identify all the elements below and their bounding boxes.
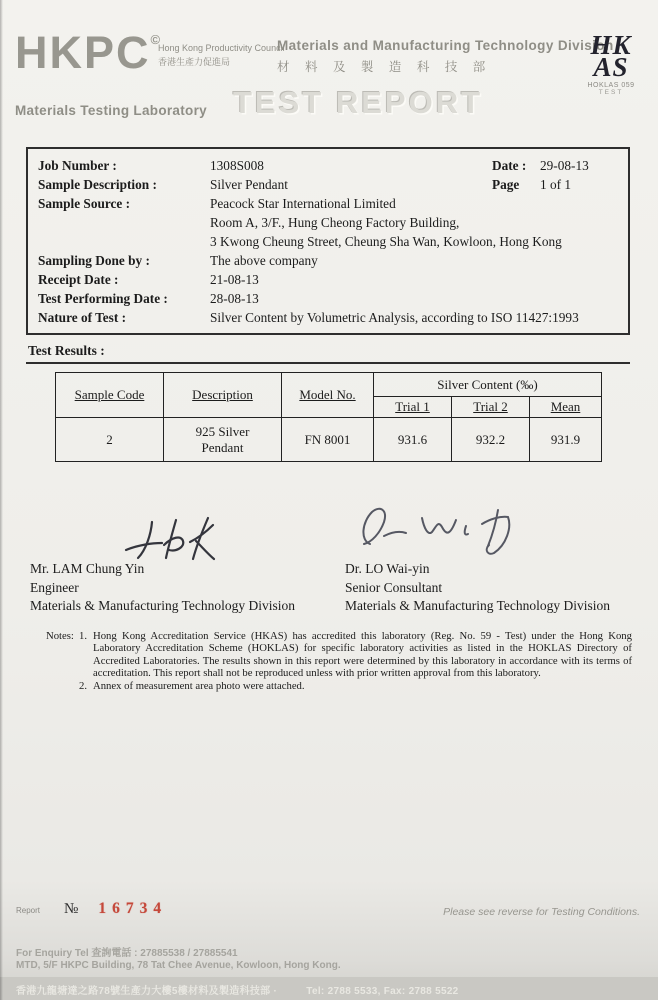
field-value: Room A, 3/F., Hung Cheong Factory Building,: [210, 215, 460, 230]
cell-description: [164, 418, 282, 462]
field-label: Job Number :: [38, 158, 117, 173]
signatory-division: Materials & Manufacturing Technology Division: [345, 598, 611, 613]
report-number-block: [16, 900, 167, 918]
field-label-spacer: [38, 232, 210, 251]
footer-address-en: MTD, 5/F HKPC Building, 78 Tat Chee Avenue, Kowloon, Hong Kong.: [16, 960, 341, 971]
report-label: Report: [16, 906, 41, 915]
copyright-mark-icon: ©: [150, 32, 161, 47]
field-sampling-done-by: [38, 251, 618, 270]
note-number: 1.: [79, 630, 88, 642]
date-page-block: [492, 156, 620, 194]
division-name-zh: 材 料 及 製 造 科 技 部: [277, 60, 492, 74]
field-label: Sampling Done by :: [38, 253, 150, 268]
footer-tel-fax: Tel: 2788 5533, Fax: 2788 5522: [306, 986, 459, 997]
col-trial1: Trial 1: [374, 397, 452, 418]
signatory-name: Mr. LAM Chung Yin: [30, 561, 145, 576]
field-label: Page: [492, 177, 520, 192]
signatory-right: [345, 560, 610, 616]
field-receipt-date: [38, 270, 618, 289]
field-value: 21-08-13: [210, 272, 259, 287]
col-silver-content: Silver Content (‰): [374, 373, 602, 397]
field-value: 28-08-13: [210, 291, 259, 306]
table-header-row: [56, 373, 602, 397]
note-text: Hong Kong Accreditation Service (HKAS) has accredited this laboratory (Reg. No. 59 - Test) under the Hong Kong Laboratory Accreditation Scheme (HOKLAS) for specific laboratory activities as listed in the HOKLAS Directory of Accredited Laboratories. The results shown in this report were determined by this laboratory in accordance with its terms of accreditation. This report shall not be reproduced unless with prior written approval from this laboratory.: [93, 630, 632, 680]
field-test-performing-date: [38, 289, 618, 308]
col-sample-code: Sample Code: [56, 373, 164, 418]
field-label-spacer: [38, 213, 210, 232]
note-1: [79, 630, 632, 680]
hkas-test-text: TEST: [598, 89, 624, 97]
field-sample-source-line3: [38, 232, 618, 251]
cell-sample-code: 2: [56, 418, 164, 462]
cell-description-line1: 925 Silver: [195, 423, 250, 439]
report-number-stamp: 16734: [98, 900, 168, 917]
signatory-title: Senior Consultant: [345, 579, 443, 595]
hkpc-logo: [15, 27, 161, 78]
hkas-sub-text: HOKLAS 059: [587, 82, 635, 90]
field-label: Test Performing Date :: [38, 291, 168, 306]
cell-trial1: 931.6: [374, 418, 452, 462]
notes-label: Notes:: [46, 630, 74, 642]
field-sample-source-line2: [38, 213, 618, 232]
reverse-note: Please see reverse for Testing Conditions.: [443, 906, 640, 918]
cell-description-line2: Pendant: [201, 439, 244, 455]
col-trial2: Trial 2: [452, 397, 530, 418]
field-value: Peacock Star International Limited: [210, 196, 396, 211]
footer-band: [0, 977, 658, 1000]
field-value: 3 Kwong Cheung Street, Cheung Sha Wan, Kowloon, Hong Kong: [210, 234, 562, 249]
signatory-division: Materials & Manufacturing Technology Division: [30, 598, 296, 613]
test-results-table: [55, 372, 602, 462]
col-mean: Mean: [530, 397, 602, 418]
cell-model-no: FN 8001: [282, 418, 374, 462]
field-label: Date :: [492, 158, 527, 173]
report-info-box: [26, 147, 630, 335]
hkas-letters-bottom: AS: [593, 52, 629, 83]
note-number: 2.: [79, 679, 88, 692]
numero-symbol: №: [64, 901, 79, 917]
test-report-watermark: TEST REPORT: [233, 85, 484, 120]
council-name-en: Hong Kong Productivity Council: [158, 43, 285, 53]
field-label: Sample Description :: [38, 177, 157, 192]
signature-lam-chung-yin: [118, 512, 248, 564]
field-value: 1 of 1: [540, 177, 572, 192]
hkas-letters-top: HK: [590, 30, 632, 60]
division-name-en: Materials and Manufacturing Technology Division: [277, 38, 614, 53]
col-model-no: Model No.: [282, 373, 374, 418]
division-name: [277, 38, 614, 75]
signatory-left: [30, 560, 295, 616]
council-name: [158, 42, 285, 69]
signatory-name: Dr. LO Wai-yin: [345, 561, 430, 576]
lab-name: Materials Testing Laboratory: [15, 103, 207, 118]
field-label: Nature of Test :: [38, 310, 127, 325]
notes-section: [46, 630, 632, 692]
field-sample-source: [38, 194, 618, 213]
note-text: Annex of measurement area photo were attached.: [93, 679, 305, 692]
field-value: 1308S008: [210, 158, 264, 173]
cell-mean: 931.9: [530, 418, 602, 462]
divider-line: [26, 362, 630, 364]
footer-address-zh: 香港九龍塘達之路78號生產力大樓5樓材料及製造科技部 ·: [16, 986, 278, 997]
notes-items: [79, 630, 632, 692]
field-value: Silver Content by Volumetric Analysis, according to ISO 11427:1993: [210, 310, 579, 325]
field-label: Sample Source :: [38, 196, 131, 211]
cell-trial2: 932.2: [452, 418, 530, 462]
field-date: [492, 156, 620, 175]
table-row: [56, 418, 602, 462]
col-description: Description: [164, 373, 282, 418]
footer-enquiry: For Enquiry Tel 查詢電話 : 27885538 / 27885541: [16, 948, 238, 959]
field-value: 29-08-13: [540, 158, 589, 173]
field-value: Silver Pendant: [210, 177, 288, 192]
field-page: [492, 175, 620, 194]
council-name-zh: 香港生產力促進局: [158, 56, 231, 67]
signature-lo-wai-yin: [348, 500, 533, 558]
signatory-title: Engineer: [30, 579, 79, 595]
field-value: The above company: [210, 253, 318, 268]
hkas-letters: [574, 30, 648, 83]
field-nature-of-test: [38, 308, 618, 327]
test-results-heading: Test Results :: [28, 343, 105, 358]
note-2: [79, 680, 632, 692]
field-label: Receipt Date :: [38, 272, 119, 287]
hkas-accreditation-logo: [574, 30, 648, 97]
hkpc-logo-text: HKPC: [15, 27, 151, 78]
